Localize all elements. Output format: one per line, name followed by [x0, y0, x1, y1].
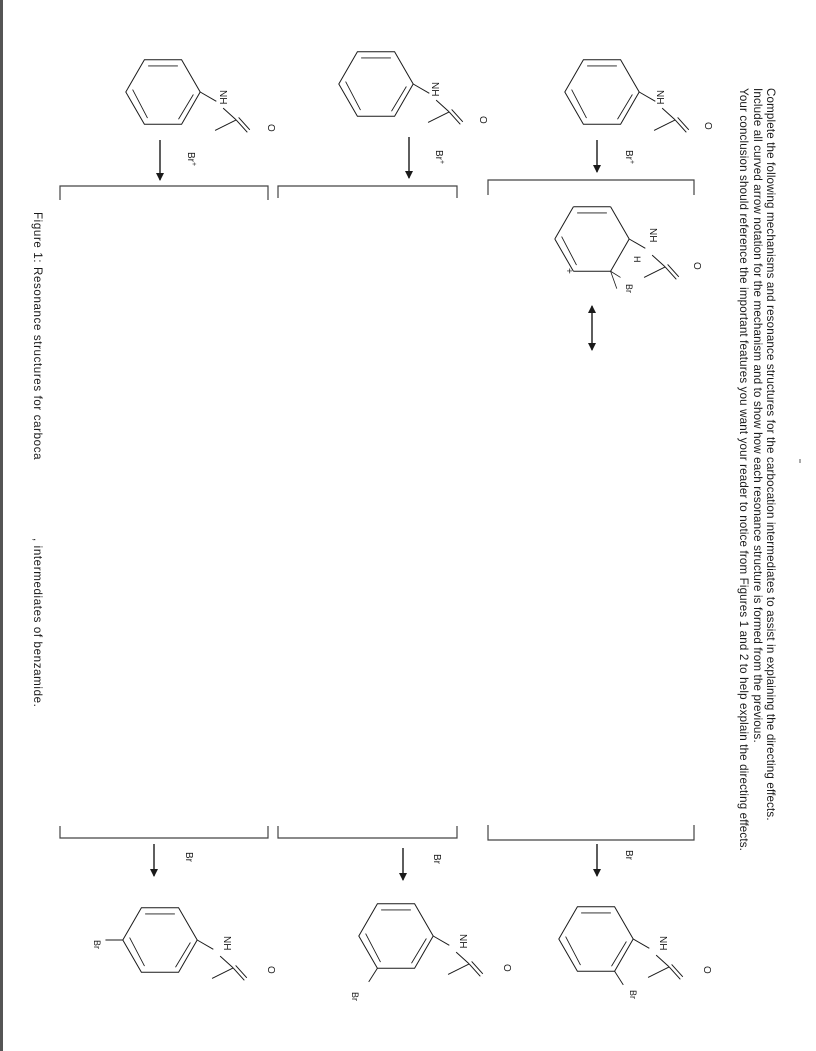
br-label: Br — [350, 992, 360, 1001]
o-label: O — [477, 116, 488, 124]
o-label: O — [702, 122, 713, 130]
h-label: H — [632, 256, 642, 263]
o-label: O — [691, 262, 702, 270]
row-ortho — [488, 60, 713, 999]
br-label: Br — [624, 284, 634, 293]
br-label: Br — [628, 990, 638, 999]
row-para — [60, 60, 276, 981]
sigma-complex-structure — [555, 207, 679, 289]
intermediate-bracket-bottom — [278, 826, 457, 838]
nh-label: NH — [457, 934, 468, 949]
o-label: O — [265, 124, 276, 132]
nh-label: NH — [654, 90, 665, 105]
acetanilide-structure-para — [126, 60, 250, 133]
intermediate-bracket-top — [488, 180, 694, 195]
br-plus-reagent: Br+ — [433, 150, 445, 165]
row-meta — [278, 52, 512, 1001]
acetanilide-structure-meta — [339, 52, 463, 125]
acetanilide-structure-ortho — [565, 60, 689, 133]
o-label: O — [501, 964, 512, 972]
nh-label: NH — [429, 82, 440, 97]
br-plus-reagent: Br+ — [623, 150, 635, 165]
instruction-line-3: Your conclusion should reference the important features you want your reader to notice from Figures 1 and 2 to help explain the directing effects. — [737, 88, 750, 852]
o-label: O — [265, 966, 276, 974]
intermediate-bracket-bottom — [60, 826, 268, 838]
figure-caption-part1: Figure 1: Resonance structures for carboca — [31, 212, 44, 461]
br-minus-byproduct: Br — [183, 852, 194, 862]
o-label: O — [701, 966, 712, 974]
nh-label: NH — [217, 90, 228, 105]
intermediate-bracket-top — [60, 186, 268, 200]
nh-label: NH — [221, 936, 232, 951]
br-minus-byproduct: Br — [623, 850, 634, 860]
instruction-line-2: Include all curved arrow notation for the mechanism and to show how each resonance structure is formed from the previous. — [751, 88, 764, 743]
carbocation-plus: + — [563, 268, 574, 274]
figure-caption-part2: , intermediates of benzamide. — [31, 538, 44, 708]
nh-label: NH — [647, 228, 658, 243]
intermediate-bracket-bottom — [488, 825, 694, 840]
intermediate-bracket-top — [278, 186, 457, 198]
br-label: Br — [92, 940, 102, 949]
br-plus-reagent: Br+ — [185, 152, 197, 167]
br-minus-byproduct: Br — [431, 854, 442, 864]
nh-label: NH — [657, 936, 668, 951]
instruction-line-1: Complete the following mechanisms and resonance structures for the carbocation intermediates to assist in explaining the directing effects. — [764, 88, 777, 821]
